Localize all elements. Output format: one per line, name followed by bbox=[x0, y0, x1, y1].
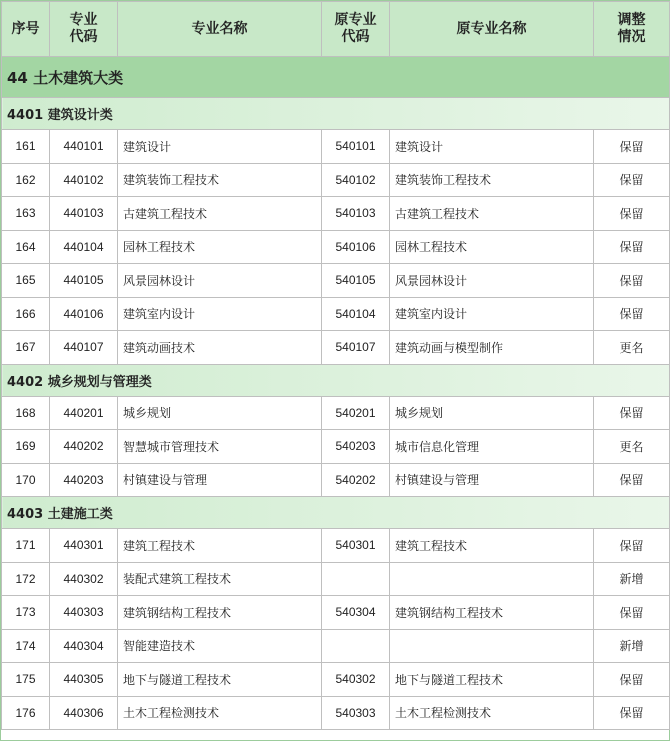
cell-old-name: 建筑动画与模型制作 bbox=[390, 331, 594, 365]
header-old-code: 原专业 代码 bbox=[322, 2, 390, 57]
group-row bbox=[2, 364, 670, 396]
cell-old-name bbox=[390, 629, 594, 663]
cell-status: 更名 bbox=[594, 430, 670, 464]
category-row bbox=[2, 57, 670, 98]
cell-name: 智慧城市管理技术 bbox=[118, 430, 322, 464]
cell-status: 保留 bbox=[594, 130, 670, 164]
cell-code: 440201 bbox=[50, 396, 118, 430]
cell-name: 土木工程检测技术 bbox=[118, 696, 322, 730]
cell-seq: 173 bbox=[2, 596, 50, 630]
cell-status: 保留 bbox=[594, 197, 670, 231]
cell-name: 智能建造技术 bbox=[118, 629, 322, 663]
cell-name: 建筑装饰工程技术 bbox=[118, 163, 322, 197]
cell-seq: 167 bbox=[2, 331, 50, 365]
cell-status: 保留 bbox=[594, 696, 670, 730]
category-title: 44 土木建筑大类 bbox=[2, 57, 670, 98]
cell-name: 城乡规划 bbox=[118, 396, 322, 430]
cell-old-name: 城乡规划 bbox=[390, 396, 594, 430]
cell-old-code: 540302 bbox=[322, 663, 390, 697]
table-row bbox=[2, 331, 670, 365]
cell-status: 保留 bbox=[594, 163, 670, 197]
cell-old-name: 古建筑工程技术 bbox=[390, 197, 594, 231]
table-row bbox=[2, 629, 670, 663]
table-row bbox=[2, 596, 670, 630]
table-row bbox=[2, 663, 670, 697]
cell-code: 440103 bbox=[50, 197, 118, 231]
cell-seq: 161 bbox=[2, 130, 50, 164]
cell-seq: 170 bbox=[2, 463, 50, 497]
table-row bbox=[2, 463, 670, 497]
cell-status: 保留 bbox=[594, 230, 670, 264]
header-name: 专业名称 bbox=[118, 2, 322, 57]
cell-seq: 166 bbox=[2, 297, 50, 331]
cell-seq: 175 bbox=[2, 663, 50, 697]
header-seq: 序号 bbox=[2, 2, 50, 57]
cell-old-code: 540101 bbox=[322, 130, 390, 164]
cell-code: 440302 bbox=[50, 562, 118, 596]
cell-code: 440105 bbox=[50, 264, 118, 298]
cell-code: 440106 bbox=[50, 297, 118, 331]
cell-seq: 174 bbox=[2, 629, 50, 663]
cell-old-name: 城市信息化管理 bbox=[390, 430, 594, 464]
cell-name: 建筑钢结构工程技术 bbox=[118, 596, 322, 630]
cell-status: 保留 bbox=[594, 529, 670, 563]
table-row bbox=[2, 696, 670, 730]
cell-old-name: 风景园林设计 bbox=[390, 264, 594, 298]
table-row bbox=[2, 163, 670, 197]
cell-old-code: 540104 bbox=[322, 297, 390, 331]
table-row bbox=[2, 529, 670, 563]
cell-old-code: 540103 bbox=[322, 197, 390, 231]
cell-old-name: 地下与隧道工程技术 bbox=[390, 663, 594, 697]
cell-old-code: 540301 bbox=[322, 529, 390, 563]
table-row bbox=[2, 197, 670, 231]
header-code: 专业 代码 bbox=[50, 2, 118, 57]
cell-old-code: 540106 bbox=[322, 230, 390, 264]
cell-code: 440306 bbox=[50, 696, 118, 730]
cell-code: 440202 bbox=[50, 430, 118, 464]
cell-name: 古建筑工程技术 bbox=[118, 197, 322, 231]
table-row bbox=[2, 430, 670, 464]
cell-name: 建筑设计 bbox=[118, 130, 322, 164]
cell-name: 地下与隧道工程技术 bbox=[118, 663, 322, 697]
cell-old-code: 540107 bbox=[322, 331, 390, 365]
cell-code: 440101 bbox=[50, 130, 118, 164]
cell-status: 新增 bbox=[594, 562, 670, 596]
cell-code: 440102 bbox=[50, 163, 118, 197]
group-title: 4401 建筑设计类 bbox=[2, 98, 670, 130]
cell-old-name: 建筑钢结构工程技术 bbox=[390, 596, 594, 630]
cell-code: 440303 bbox=[50, 596, 118, 630]
cell-old-code: 540304 bbox=[322, 596, 390, 630]
cell-code: 440104 bbox=[50, 230, 118, 264]
cell-seq: 165 bbox=[2, 264, 50, 298]
group-title: 4402 城乡规划与管理类 bbox=[2, 364, 670, 396]
group-row bbox=[2, 497, 670, 529]
cell-code: 440107 bbox=[50, 331, 118, 365]
cell-name: 园林工程技术 bbox=[118, 230, 322, 264]
cell-name: 村镇建设与管理 bbox=[118, 463, 322, 497]
cell-status: 保留 bbox=[594, 596, 670, 630]
table-row bbox=[2, 396, 670, 430]
table-row bbox=[2, 297, 670, 331]
header-old-name: 原专业名称 bbox=[390, 2, 594, 57]
group-title: 4403 土建施工类 bbox=[2, 497, 670, 529]
cell-seq: 162 bbox=[2, 163, 50, 197]
cell-seq: 169 bbox=[2, 430, 50, 464]
header-row bbox=[2, 2, 670, 57]
cell-status: 新增 bbox=[594, 629, 670, 663]
cell-old-name: 村镇建设与管理 bbox=[390, 463, 594, 497]
cell-code: 440203 bbox=[50, 463, 118, 497]
cell-old-code bbox=[322, 629, 390, 663]
cell-old-code bbox=[322, 562, 390, 596]
cell-old-code: 540105 bbox=[322, 264, 390, 298]
table-row bbox=[2, 130, 670, 164]
cell-old-code: 540303 bbox=[322, 696, 390, 730]
header-status: 调整 情况 bbox=[594, 2, 670, 57]
cell-status: 保留 bbox=[594, 463, 670, 497]
cell-old-name: 建筑装饰工程技术 bbox=[390, 163, 594, 197]
cell-name: 装配式建筑工程技术 bbox=[118, 562, 322, 596]
cell-code: 440305 bbox=[50, 663, 118, 697]
cell-old-code: 540102 bbox=[322, 163, 390, 197]
cell-status: 更名 bbox=[594, 331, 670, 365]
cell-seq: 168 bbox=[2, 396, 50, 430]
cell-status: 保留 bbox=[594, 396, 670, 430]
cell-old-name bbox=[390, 562, 594, 596]
cell-old-name: 建筑工程技术 bbox=[390, 529, 594, 563]
cell-seq: 164 bbox=[2, 230, 50, 264]
cell-old-name: 园林工程技术 bbox=[390, 230, 594, 264]
cell-seq: 171 bbox=[2, 529, 50, 563]
cell-old-name: 建筑室内设计 bbox=[390, 297, 594, 331]
cell-status: 保留 bbox=[594, 297, 670, 331]
table-row bbox=[2, 264, 670, 298]
cell-old-code: 540203 bbox=[322, 430, 390, 464]
cell-code: 440301 bbox=[50, 529, 118, 563]
catalog-table bbox=[1, 1, 670, 730]
cell-old-code: 540201 bbox=[322, 396, 390, 430]
cell-old-name: 建筑设计 bbox=[390, 130, 594, 164]
cell-old-code: 540202 bbox=[322, 463, 390, 497]
cell-seq: 163 bbox=[2, 197, 50, 231]
cell-old-name: 土木工程检测技术 bbox=[390, 696, 594, 730]
cell-code: 440304 bbox=[50, 629, 118, 663]
cell-name: 建筑室内设计 bbox=[118, 297, 322, 331]
group-row bbox=[2, 98, 670, 130]
table-row bbox=[2, 562, 670, 596]
cell-name: 风景园林设计 bbox=[118, 264, 322, 298]
cell-name: 建筑动画技术 bbox=[118, 331, 322, 365]
cell-status: 保留 bbox=[594, 264, 670, 298]
table-row bbox=[2, 230, 670, 264]
cell-seq: 176 bbox=[2, 696, 50, 730]
cell-status: 保留 bbox=[594, 663, 670, 697]
cell-seq: 172 bbox=[2, 562, 50, 596]
cell-name: 建筑工程技术 bbox=[118, 529, 322, 563]
